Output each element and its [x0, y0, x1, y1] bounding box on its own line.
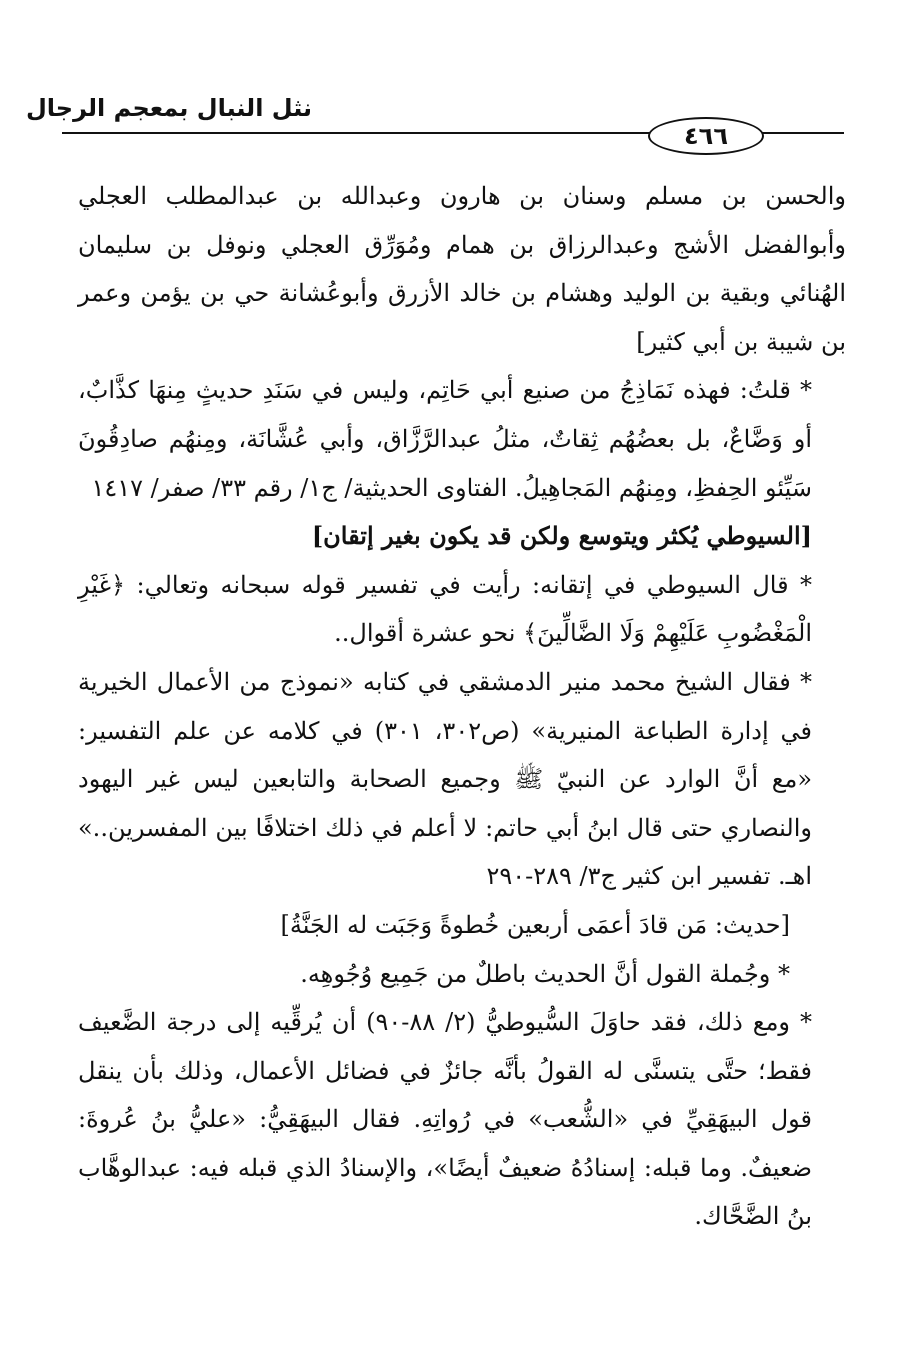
paragraph-munir-dimashqi: * فقال الشيخ محمد منير الدمشقي في كتابه «نموذج من الأعمال الخيرية في إدارة الطباعة المنيرية» (ص٣٠٢، ٣٠١) في كلامه عن علم التفسير: «مع أنَّ الوارد عن النبيّ ﷺ وجميع الصحابة والتابعين ليس غير اليهود والنصاري حتى قال ابنُ أبي حاتم: لا أعلم في ذلك اختلافًا بين المفسرين..» اهـ. تفسير ابن كثير ج٣/ ٢٨٩-٢٩٠: [78, 667, 813, 891]
section-heading-hadith: [حديث: مَن قادَ أعمَى أربعين خُطوةً وَجَبَت له الجَنَّةُ]: [280, 910, 790, 939]
paragraph-comment-abi-hatim: * قلتُ: فهذه نَمَاذِجُ من صنيع أبي حَاتِم، وليس في سَنَدِ حديثٍ مِنهَا كذَّابٌ، أو وَضَّاعٌ، بل بعضُهُم ثِقاتٌ، مثلُ عبدالرَّزَّاق، وأبي عُشَّانَة، ومِنهُم صادِقُونَ سَيِّئو الحِفظِ، ومِنهُم المَجاهِيلُ. الفتاوى الحديثية/ ج١/ رقم ٣٣/ صفر/ ١٤١٧: [78, 376, 812, 502]
section-heading-suyuti: [السيوطي يُكثر ويتوسع ولكن قد يكون بغير إتقان]: [311, 521, 812, 551]
running-header-title: نثل النبال بمعجم الرجال: [25, 94, 312, 122]
paragraph-suyuti-itqan: * قال السيوطي في إتقانه: رأيت في تفسير قوله سبحانه وتعالي: ﴿غَيْرِ الْمَغْضُوبِ عَلَيْهِمْ وَلَا الضَّالِّينَ﴾ نحو عشرة أقوال..: [78, 570, 813, 648]
paragraph-suyuti-attempt: * ومع ذلك، فقد حاوَلَ السُّيوطيُّ (٢/ ٨٨-٩٠) أن يُرقِّيه إلى درجة الضَّعيف فقط؛ حتَّى يتسنَّى له القولُ بأنَّه جائزٌ في فضائل الأعمال، وذلك بأن ينقل قول البيهَقِيِّ في «الشُّعب» في رُواتِهِ. فقال البيهَقِيُّ: «عليُّ بنُ عُروةَ: ضعيفٌ. وما قبله: إسنادُهُ ضعيفٌ أيضًا»، والإسنادُ الذي قبله فيه: عبدالوهَّاب بنُ الضَّحَّاك.: [78, 1008, 812, 1231]
body-text: [78, 172, 846, 1241]
paragraph-hadith-verdict: * وجُملة القول أنَّ الحديث باطلٌ من جَمِيع وُجُوهِه.: [300, 959, 790, 988]
page-number-badge: ٤٦٦: [648, 117, 764, 155]
paragraph-narrators-list: والحسن بن مسلم وسنان بن هارون وعبدالله بن عبدالمطلب العجلي وأبوالفضل الأشج وعبدالرزاق بن همام ومُوَرِّق العجلي ونوفل بن سليمان الهُنائي وبقية بن الوليد وهشام بن خالد الأزرق وأبوعُشانة حي بن يؤمن وعمر بن شيبة بن أبي كثير]: [78, 182, 846, 356]
